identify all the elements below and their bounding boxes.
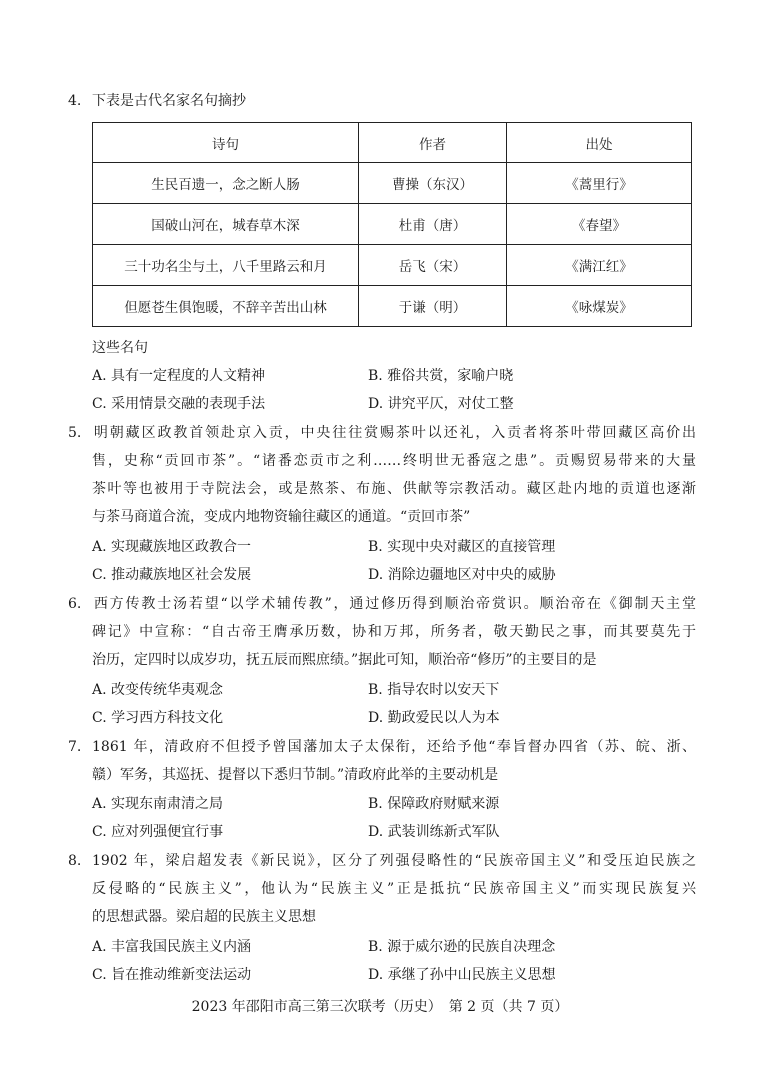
- option-a[interactable]: A. 实现东南肃清之局: [92, 796, 224, 812]
- question-number: 6.: [68, 596, 82, 612]
- table-cell: 杜甫（唐）: [359, 204, 507, 245]
- question-4-stem: [68, 87, 696, 115]
- question-6-stem: [68, 590, 696, 674]
- question-text-line: 茶叶等也被用于寺院法会，或是熬茶、布施、供献等宗教活动。藏区赴内地的贡道也逐渐: [92, 481, 696, 497]
- question-number: 7.: [68, 739, 82, 755]
- question-4-options: [92, 362, 702, 418]
- table-cell: 生民百遗一，念之断人肠: [93, 163, 359, 204]
- option-c[interactable]: C. 应对列强便宜行事: [92, 824, 224, 840]
- question-text-line: 明朝藏区政教首领赴京入贡，中央往往赏赐茶叶以还礼，入贡者将茶叶带回藏区高价出: [92, 425, 696, 441]
- question-text-line: 赣）军务，其巡抚、提督以下悉归节制。”清政府此举的主要动机是: [92, 767, 499, 783]
- question-text-line: 1902 年，梁启超发表《新民说》，区分了列强侵略性的“民族帝国主义”和受压迫民族之: [92, 853, 696, 869]
- table-header: 出处: [507, 123, 692, 163]
- table-header-row: [93, 123, 692, 163]
- table-cell: 《咏煤炭》: [507, 286, 692, 327]
- question-text-line: 治历，定四时以成岁功，抚五辰而熙庶绩。”据此可知，顺治帝“修历”的主要目的是: [92, 652, 597, 668]
- question-number: 8.: [68, 853, 82, 869]
- option-a[interactable]: A. 改变传统华夷观念: [92, 682, 224, 698]
- question-5-options: [92, 533, 702, 589]
- question-text-line: 与茶马商道合流，变成内地物资输往藏区的通道。“贡回市茶”: [92, 509, 471, 525]
- table-cell: 曹操（东汉）: [359, 163, 507, 204]
- question-7-stem: [68, 733, 696, 789]
- option-a[interactable]: A. 丰富我国民族主义内涵: [92, 939, 252, 955]
- question-text-line: 的思想武器。梁启超的民族主义思想: [92, 909, 316, 925]
- option-b[interactable]: B. 保障政府财赋来源: [368, 796, 500, 812]
- option-c[interactable]: C. 旨在推动维新变法运动: [92, 967, 252, 983]
- option-d[interactable]: D. 消除边疆地区对中央的威胁: [368, 567, 556, 583]
- question-text: 这些名句: [92, 340, 148, 356]
- table-cell: 岳飞（宋）: [359, 245, 507, 286]
- option-c[interactable]: C. 学习西方科技文化: [92, 710, 224, 726]
- table-cell: 国破山河在，城春草木深: [93, 204, 359, 245]
- table-cell: 《春望》: [507, 204, 692, 245]
- option-b[interactable]: B. 雅俗共赏，家喻户晓: [368, 368, 514, 384]
- table-row: [93, 286, 692, 327]
- option-b[interactable]: B. 源于威尔逊的民族自决理念: [368, 939, 556, 955]
- question-text-line: 反侵略的“民族主义”，他认为“民族主义”正是抵抗“民族帝国主义”而实现民族复兴: [92, 881, 696, 897]
- option-d[interactable]: D. 讲究平仄，对仗工整: [368, 396, 514, 412]
- question-4-lead: [92, 334, 692, 362]
- table-cell: 三十功名尘与土，八千里路云和月: [93, 245, 359, 286]
- question-7-options: [92, 790, 702, 846]
- question-8-options: [92, 933, 702, 989]
- table-header: 作者: [359, 123, 507, 163]
- question-text-line: 售，史称“贡回市茶”。“诸番恋贡市之利……终明世无番寇之患”。贡赐贸易带来的大量: [92, 453, 696, 469]
- option-c[interactable]: C. 推动藏族地区社会发展: [92, 567, 252, 583]
- quotes-table: [92, 122, 692, 327]
- option-b[interactable]: B. 指导农时以安天下: [368, 682, 500, 698]
- option-d[interactable]: D. 勤政爱民以人为本: [368, 710, 500, 726]
- question-8-stem: [68, 847, 696, 931]
- page-footer: 2023 年邵阳市高三第三次联考（历史） 第 2 页（共 7 页）: [191, 999, 569, 1015]
- option-b[interactable]: B. 实现中央对藏区的直接管理: [368, 539, 556, 555]
- question-text-line: 西方传教士汤若望“以学术辅传教”，通过修历得到顺治帝赏识。顺治帝在《御制天主堂: [92, 596, 696, 612]
- option-a[interactable]: A. 实现藏族地区政教合一: [92, 539, 252, 555]
- question-6-options: [92, 676, 702, 732]
- option-d[interactable]: D. 武装训练新式军队: [368, 824, 500, 840]
- question-5-stem: [68, 419, 696, 531]
- table-header: 诗句: [93, 123, 359, 163]
- question-text-line: 碑记》中宣称：“自古帝王膺承历数，协和万邦，所务者，敬天勤民之事，而其要莫先于: [92, 624, 696, 640]
- table-cell: 《蒿里行》: [507, 163, 692, 204]
- table-cell: 于谦（明）: [359, 286, 507, 327]
- option-a[interactable]: A. 具有一定程度的人文精神: [92, 368, 266, 384]
- table-cell: 但愿苍生俱饱暖，不辞辛苦出山林: [93, 286, 359, 327]
- table-row: [93, 163, 692, 204]
- option-d[interactable]: D. 承继了孙中山民族主义思想: [368, 967, 556, 983]
- table-row: [93, 245, 692, 286]
- option-c[interactable]: C. 采用情景交融的表现手法: [92, 396, 266, 412]
- question-text: 下表是古代名家名句摘抄: [92, 93, 246, 109]
- table-row: [93, 204, 692, 245]
- question-text-line: 1861 年，清政府不但授予曾国藩加太子太保衔，还给予他“奉旨督办四省（苏、皖、浙、: [92, 739, 696, 755]
- question-number: 4.: [68, 93, 82, 109]
- table-cell: 《满江红》: [507, 245, 692, 286]
- question-number: 5.: [68, 425, 82, 441]
